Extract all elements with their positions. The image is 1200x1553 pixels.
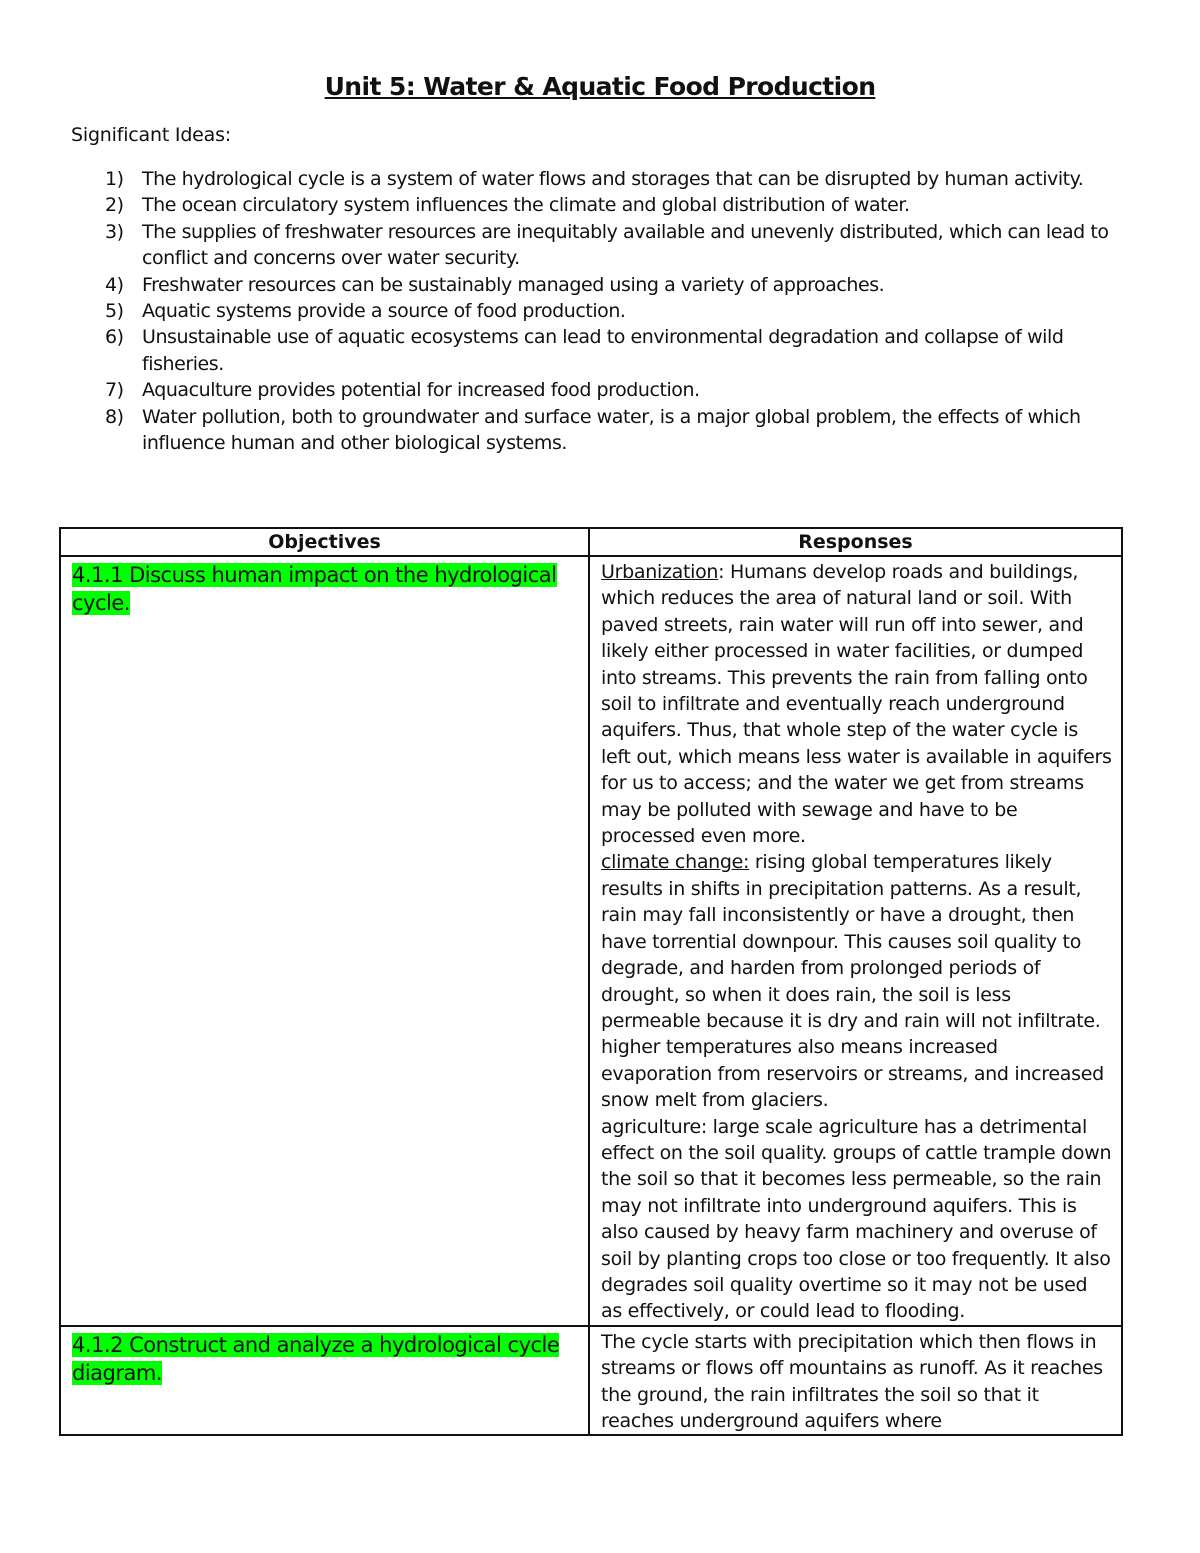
highlighted-objective: 4.1.1 Discuss human impact on the hydrological cycle. [72, 563, 557, 615]
table-row [60, 556, 1122, 1326]
agriculture-text: agriculture: large scale agriculture has a detrimental effect on the soil quality. groups of cattle trample down the soil so that it becomes less permeable, so the rain may not infiltrate into underground aquifers. This is also caused by heavy farm machinery and overuse of soil by planting crops too close or too frequently. It also degrades soil quality overtime so it may not be used as effectively, or could lead to flooding. [601, 1115, 1112, 1323]
list-item [100, 298, 1130, 324]
list-text: The hydrological cycle is a system of water flows and storages that can be disrupted by human activity. [142, 168, 1084, 190]
list-item [100, 324, 1130, 377]
table-header-row [60, 528, 1122, 556]
list-number: 3) [105, 220, 124, 243]
list-item [100, 377, 1130, 403]
list-text: Water pollution, both to groundwater and surface water, is a major global problem, the effects of which influence human and other biological systems. [142, 405, 1081, 455]
objective-cell [60, 556, 589, 1326]
list-number: 8) [105, 405, 124, 428]
list-number: 5) [105, 300, 124, 323]
significant-ideas-list [100, 166, 1130, 456]
list-text: Freshwater resources can be sustainably managed using a variety of approaches. [142, 273, 885, 296]
list-item [100, 404, 1130, 457]
list-text: Aquatic systems provide a source of food production. [142, 300, 626, 323]
list-number: 1) [105, 168, 124, 190]
list-text: The supplies of freshwater resources are inequitably available and unevenly distributed, which can lead to conflict and concerns over water security. [142, 220, 1109, 270]
page-title: Unit 5: Water & Aquatic Food Production [324, 72, 876, 101]
list-text: Unsustainable use of aquatic ecosystems can lead to environmental degradation and collapse of wild fisheries. [142, 326, 1064, 375]
responses-header: Responses [589, 528, 1122, 556]
list-text: Aquaculture provides potential for increased food production. [142, 379, 700, 402]
response-cell [589, 1326, 1122, 1436]
climate-change-text: rising global temperatures likely results in shifts in precipitation patterns. As a result, rain may fall inconsistently or have a drought, then have torrential downpour. This causes soil quality to degrade, and harden from prolonged periods of drought, so when it does rain, the soil is less permeable because it is dry and rain will not infiltrate. higher temperatures also means increased evaporation from reservoirs or streams, and increased snow melt from glaciers. [601, 851, 1104, 1112]
list-item [100, 166, 1130, 192]
significant-ideas-label: Significant Ideas: [71, 124, 232, 146]
objectives-header: Objectives [60, 528, 589, 556]
objectives-table [59, 527, 1123, 1436]
list-item [100, 219, 1130, 272]
list-number: 2) [105, 194, 124, 217]
table-row [60, 1326, 1122, 1436]
climate-change-label: climate change: [601, 851, 750, 874]
urbanization-label: Urbanization [601, 561, 719, 583]
list-text: The ocean circulatory system influences the climate and global distribution of water. [142, 194, 910, 217]
response-cell [589, 556, 1122, 1326]
highlighted-objective: 4.1.2 Construct and analyze a hydrological cycle diagram. [72, 1332, 560, 1385]
list-number: 7) [105, 379, 124, 402]
list-item [100, 192, 1130, 218]
list-number: 4) [105, 273, 124, 296]
list-number: 6) [105, 326, 124, 349]
objective-cell [60, 1326, 589, 1436]
cycle-text: The cycle starts with precipitation which then flows in streams or flows off mountains as runoff. As it reaches the ground, the rain infiltrates the soil so that it reaches underground aquifers where [601, 1330, 1103, 1432]
urbanization-text: : Humans develop roads and buildings, which reduces the area of natural land or soil. With paved streets, rain water will run off into sewer, and likely either processed in water facilities, or dumped into streams. This prevents the rain from falling onto soil to infiltrate and eventually reach underground aquifers. Thus, that whole step of the water cycle is left out, which means less water is available in aquifers for us to access; and the water we get from streams may be polluted with sewage and have to be processed even more. [601, 561, 1112, 848]
list-item [100, 272, 1130, 298]
